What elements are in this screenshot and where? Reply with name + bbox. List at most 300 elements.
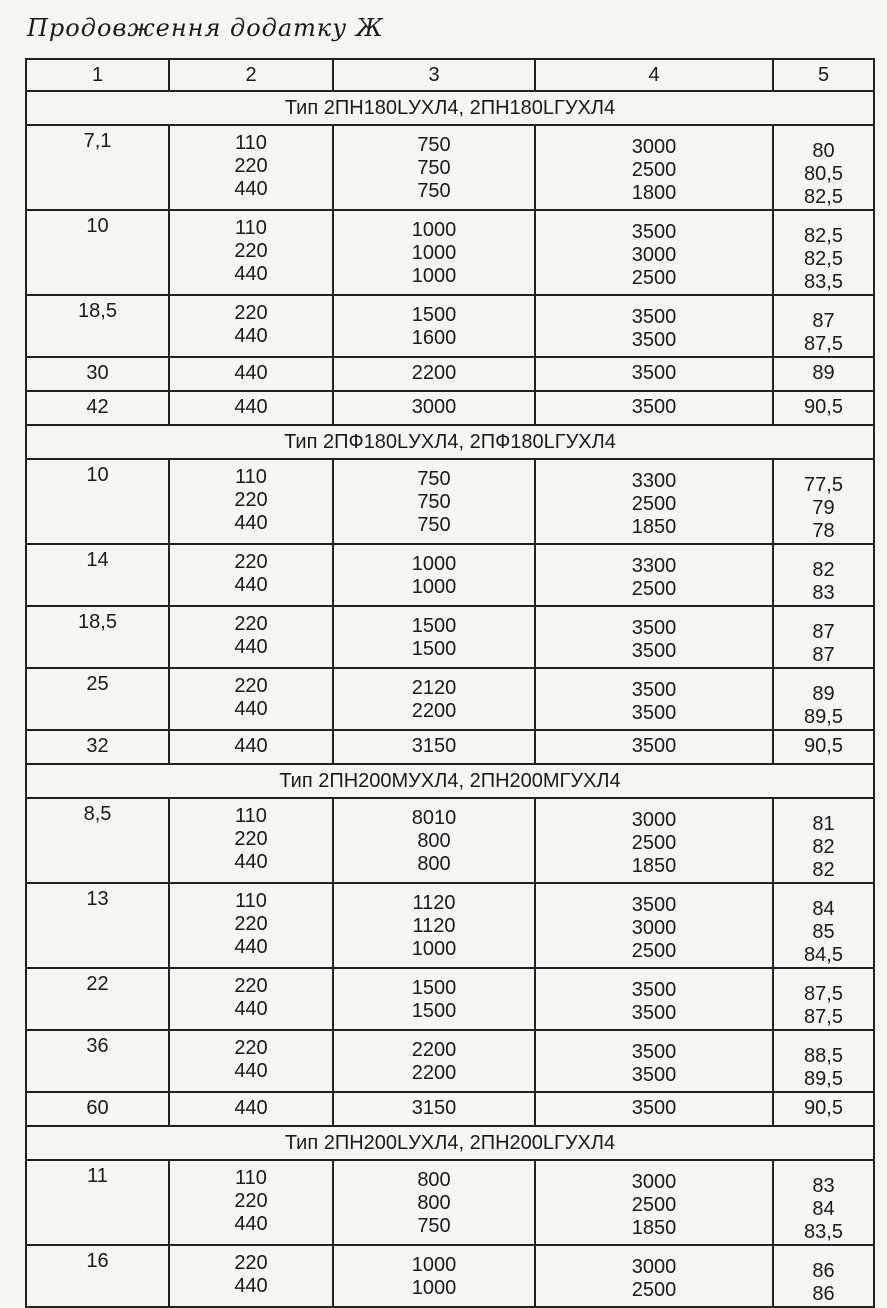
cell-value: 80,5 (804, 163, 843, 185)
table-cell-col-1 (26, 606, 169, 668)
cell-value: 87 (812, 644, 835, 666)
cell-values (774, 1093, 873, 1120)
table-cell-col-5 (773, 125, 874, 210)
table-row (26, 1245, 874, 1307)
cell-value: 1500 (411, 615, 457, 637)
cell-value: 220 (234, 489, 268, 511)
cell-value: 89 (812, 362, 835, 384)
cell-values (27, 1031, 168, 1058)
cell-values (170, 1246, 332, 1298)
cell-values (774, 1031, 873, 1091)
cell-values (170, 607, 332, 659)
cell-value: 220 (234, 240, 268, 262)
cell-value: 750 (417, 514, 451, 536)
cell-value: 2500 (631, 832, 677, 854)
table-cell-col-3 (333, 1030, 535, 1092)
table-cell-col-2 (169, 210, 333, 295)
cell-values (170, 1161, 332, 1236)
cell-value: 440 (234, 1060, 268, 1082)
cell-value: 110 (235, 890, 267, 912)
table-cell-col-3 (333, 798, 535, 883)
cell-value: 3150 (411, 1097, 457, 1119)
cell-value: 87 (812, 621, 835, 643)
cell-values (774, 460, 873, 543)
cell-value: 32 (86, 735, 109, 757)
cell-values (27, 296, 168, 323)
cell-values (334, 126, 534, 203)
cell-value: 42 (86, 396, 109, 418)
cell-values (334, 969, 534, 1023)
table-cell-col-4 (535, 1092, 773, 1126)
cell-values (170, 126, 332, 201)
cell-value: 13 (86, 888, 109, 910)
cell-value: 3000 (631, 809, 677, 831)
cell-value: 750 (417, 491, 451, 513)
table-cell-col-3 (333, 1160, 535, 1245)
cell-value: 87,5 (804, 333, 843, 355)
section-title: Тип 2ПН200LУХЛ4, 2ПН200LГУХЛ4 (26, 1126, 874, 1160)
table-cell-col-3 (333, 544, 535, 606)
cell-value: 77,5 (804, 474, 843, 496)
cell-values (27, 969, 168, 996)
cell-value: 2200 (411, 1039, 457, 1061)
cell-value: 220 (234, 551, 268, 573)
cell-value: 88,5 (804, 1045, 843, 1067)
cell-value: 80 (812, 140, 835, 162)
table-cell-col-3 (333, 730, 535, 764)
cell-value: 110 (235, 805, 267, 827)
cell-values (536, 545, 772, 601)
table-cell-col-1 (26, 357, 169, 391)
cell-values (334, 392, 534, 419)
cell-value: 89,5 (804, 1068, 843, 1090)
table-cell-col-2 (169, 544, 333, 606)
cell-value: 90,5 (804, 396, 843, 418)
cell-values (536, 884, 772, 963)
cell-value: 1120 (412, 915, 456, 937)
cell-value: 3500 (631, 894, 677, 916)
table-cell-col-3 (333, 668, 535, 730)
table-cell-col-1 (26, 1245, 169, 1307)
cell-value: 2500 (631, 1279, 677, 1301)
cell-value: 10 (86, 464, 109, 486)
cell-values (774, 392, 873, 419)
cell-value: 1850 (631, 855, 677, 877)
cell-values (27, 1246, 168, 1273)
table-cell-col-3 (333, 210, 535, 295)
cell-value: 90,5 (804, 1097, 843, 1119)
cell-value: 8,5 (83, 803, 112, 825)
section-title: Тип 2ПФ180LУХЛ4, 2ПФ180LГУХЛ4 (26, 425, 874, 459)
cell-value: 11 (87, 1165, 108, 1187)
table-cell-col-4 (535, 798, 773, 883)
table-cell-col-1 (26, 1160, 169, 1245)
cell-values (170, 296, 332, 348)
cell-value: 440 (234, 396, 268, 418)
cell-values (170, 211, 332, 286)
cell-value: 82 (812, 859, 835, 881)
table-cell-col-1 (26, 798, 169, 883)
cell-values (536, 969, 772, 1025)
cell-value: 84 (812, 1198, 835, 1220)
cell-value: 10 (86, 215, 109, 237)
cell-value: 750 (417, 468, 451, 490)
cell-value: 110 (235, 1167, 267, 1189)
table-cell-col-5 (773, 1160, 874, 1245)
cell-value: 1000 (411, 1254, 457, 1276)
table-cell-col-5 (773, 606, 874, 668)
cell-value: 3000 (631, 136, 677, 158)
page-heading: Продовження додатку Ж (27, 14, 384, 42)
table-cell-col-2 (169, 968, 333, 1030)
cell-values (170, 969, 332, 1021)
cell-values (170, 460, 332, 535)
table-cell-col-2 (169, 1160, 333, 1245)
cell-value: 440 (234, 636, 268, 658)
cell-value: 2200 (411, 362, 457, 384)
cell-value: 2200 (411, 1062, 457, 1084)
table-cell-col-5 (773, 883, 874, 968)
cell-values (170, 392, 332, 419)
cell-values (170, 799, 332, 874)
table-cell-col-5 (773, 357, 874, 391)
table-cell-col-4 (535, 968, 773, 1030)
cell-value: 3500 (631, 221, 677, 243)
table-cell-col-4 (535, 295, 773, 357)
table-cell-col-1 (26, 668, 169, 730)
cell-values (774, 607, 873, 667)
cell-values (536, 126, 772, 205)
cell-values (170, 545, 332, 597)
section-row (26, 1126, 874, 1160)
table-cell-col-4 (535, 210, 773, 295)
cell-value: 2500 (631, 159, 677, 181)
cell-values (170, 884, 332, 959)
cell-value: 18,5 (78, 611, 117, 633)
table-cell-col-1 (26, 730, 169, 764)
cell-values (170, 1031, 332, 1083)
table-row (26, 459, 874, 544)
section-title: Тип 2ПН180LУХЛ4, 2ПН180LГУХЛ4 (26, 91, 874, 125)
table-row (26, 798, 874, 883)
cell-values (334, 669, 534, 723)
col-header-5: 5 (773, 59, 874, 91)
cell-values (27, 460, 168, 487)
cell-value: 83,5 (804, 271, 843, 293)
table-cell-col-3 (333, 883, 535, 968)
cell-value: 220 (234, 1037, 268, 1059)
cell-values (334, 1161, 534, 1238)
cell-values (536, 607, 772, 663)
col-header-3: 3 (333, 59, 535, 91)
cell-value: 2120 (411, 677, 457, 699)
table-row (26, 391, 874, 425)
cell-value: 440 (234, 698, 268, 720)
table-cell-col-1 (26, 210, 169, 295)
cell-value: 78 (812, 520, 835, 542)
cell-value: 79 (812, 497, 835, 519)
cell-value: 440 (234, 325, 268, 347)
table-row (26, 730, 874, 764)
cell-values (170, 1093, 332, 1120)
table-cell-col-2 (169, 295, 333, 357)
table-row (26, 668, 874, 730)
table-cell-col-1 (26, 295, 169, 357)
table-row (26, 968, 874, 1030)
table-cell-col-4 (535, 606, 773, 668)
cell-value: 800 (417, 853, 451, 875)
cell-value: 8010 (411, 807, 457, 829)
table-cell-col-5 (773, 295, 874, 357)
table-row (26, 125, 874, 210)
cell-value: 7,1 (83, 130, 112, 152)
cell-value: 3500 (631, 617, 677, 639)
cell-values (27, 545, 168, 572)
cell-value: 3500 (631, 362, 677, 384)
cell-value: 2500 (631, 493, 677, 515)
table-row (26, 606, 874, 668)
cell-value: 440 (234, 362, 268, 384)
table-cell-col-5 (773, 391, 874, 425)
cell-value: 1000 (411, 576, 457, 598)
cell-value: 83,5 (804, 1221, 843, 1243)
cell-value: 30 (86, 362, 109, 384)
cell-value: 83 (812, 1175, 835, 1197)
table-cell-col-2 (169, 883, 333, 968)
cell-value: 3000 (631, 917, 677, 939)
table-body (26, 59, 874, 1307)
cell-values (774, 799, 873, 882)
cell-values (774, 1246, 873, 1306)
cell-values (536, 392, 772, 419)
table-cell-col-1 (26, 544, 169, 606)
cell-value: 3000 (631, 1256, 677, 1278)
cell-value: 1500 (411, 977, 457, 999)
table-cell-col-2 (169, 391, 333, 425)
section-row (26, 425, 874, 459)
cell-values (27, 607, 168, 634)
cell-value: 82 (812, 836, 835, 858)
cell-values (27, 1093, 168, 1120)
cell-value: 3000 (631, 244, 677, 266)
cell-value: 440 (234, 263, 268, 285)
cell-value: 82 (812, 559, 835, 581)
cell-values (536, 211, 772, 290)
table-cell-col-1 (26, 1092, 169, 1126)
cell-values (27, 211, 168, 238)
cell-value: 3500 (631, 735, 677, 757)
cell-value: 87,5 (804, 1006, 843, 1028)
table-cell-col-4 (535, 1030, 773, 1092)
cell-value: 18,5 (78, 300, 117, 322)
cell-value: 440 (234, 735, 268, 757)
cell-value: 2500 (631, 1194, 677, 1216)
cell-values (536, 799, 772, 878)
cell-values (334, 545, 534, 599)
cell-value: 1120 (412, 892, 456, 914)
cell-value: 3500 (631, 306, 677, 328)
cell-value: 110 (235, 217, 267, 239)
table-cell-col-2 (169, 798, 333, 883)
table-cell-col-2 (169, 459, 333, 544)
table-cell-col-5 (773, 544, 874, 606)
cell-value: 84,5 (804, 944, 843, 966)
table-cell-col-3 (333, 295, 535, 357)
table-cell-col-2 (169, 1245, 333, 1307)
table-cell-col-1 (26, 391, 169, 425)
cell-value: 220 (234, 913, 268, 935)
cell-value: 82,5 (804, 248, 843, 270)
cell-values (774, 731, 873, 758)
cell-value: 440 (234, 574, 268, 596)
cell-values (170, 669, 332, 721)
col-header-4: 4 (535, 59, 773, 91)
cell-value: 81 (812, 813, 835, 835)
cell-values (774, 545, 873, 605)
cell-value: 1000 (411, 242, 457, 264)
cell-value: 89 (812, 683, 835, 705)
cell-value: 1500 (411, 1000, 457, 1022)
table-row (26, 1160, 874, 1245)
cell-value: 440 (234, 1213, 268, 1235)
cell-values (774, 884, 873, 967)
cell-value: 440 (234, 936, 268, 958)
cell-value: 110 (235, 132, 267, 154)
cell-value: 3500 (631, 679, 677, 701)
motor-data-table (25, 58, 875, 1308)
cell-value: 1500 (411, 638, 457, 660)
cell-value: 82,5 (804, 225, 843, 247)
table-cell-col-2 (169, 125, 333, 210)
cell-value: 220 (234, 613, 268, 635)
table-cell-col-2 (169, 668, 333, 730)
table-row (26, 295, 874, 357)
cell-value: 14 (86, 549, 109, 571)
cell-value: 1850 (631, 516, 677, 538)
cell-value: 220 (234, 975, 268, 997)
table-cell-col-3 (333, 357, 535, 391)
table-cell-col-4 (535, 1160, 773, 1245)
cell-values (27, 799, 168, 826)
cell-value: 1500 (411, 304, 457, 326)
table-row (26, 210, 874, 295)
cell-value: 3500 (631, 1064, 677, 1086)
table-cell-col-5 (773, 798, 874, 883)
cell-value: 440 (234, 1275, 268, 1297)
cell-value: 440 (234, 178, 268, 200)
cell-values (334, 296, 534, 350)
cell-values (536, 358, 772, 385)
table-cell-col-4 (535, 544, 773, 606)
cell-value: 1000 (411, 938, 457, 960)
cell-values (774, 296, 873, 356)
cell-values (334, 607, 534, 661)
cell-value: 1800 (631, 182, 677, 204)
cell-values (536, 731, 772, 758)
table-cell-col-5 (773, 968, 874, 1030)
cell-value: 3300 (631, 555, 677, 577)
cell-value: 440 (234, 998, 268, 1020)
table-cell-col-5 (773, 459, 874, 544)
cell-values (334, 358, 534, 385)
cell-values (27, 1161, 168, 1188)
cell-value: 220 (234, 302, 268, 324)
cell-value: 220 (234, 1252, 268, 1274)
cell-value: 89,5 (804, 706, 843, 728)
table-cell-col-5 (773, 668, 874, 730)
cell-values (774, 126, 873, 209)
cell-values (27, 884, 168, 911)
cell-value: 220 (234, 675, 268, 697)
cell-value: 3500 (631, 979, 677, 1001)
table-cell-col-4 (535, 1245, 773, 1307)
cell-value: 220 (234, 155, 268, 177)
table-cell-col-5 (773, 730, 874, 764)
cell-value: 3500 (631, 1097, 677, 1119)
cell-value: 220 (234, 828, 268, 850)
cell-value: 60 (86, 1097, 109, 1119)
cell-value: 87 (812, 310, 835, 332)
cell-values (774, 669, 873, 729)
cell-value: 2500 (631, 578, 677, 600)
cell-value: 84 (812, 898, 835, 920)
cell-value: 87,5 (804, 983, 843, 1005)
section-row (26, 91, 874, 125)
cell-value: 1000 (411, 265, 457, 287)
cell-value: 3000 (411, 396, 457, 418)
cell-values (334, 1093, 534, 1120)
cell-value: 16 (86, 1250, 109, 1272)
cell-value: 440 (234, 1097, 268, 1119)
table-cell-col-4 (535, 357, 773, 391)
cell-value: 22 (86, 973, 109, 995)
cell-value: 2200 (411, 700, 457, 722)
table-row (26, 544, 874, 606)
table-cell-col-5 (773, 1030, 874, 1092)
cell-value: 110 (235, 466, 267, 488)
cell-value: 3500 (631, 640, 677, 662)
cell-values (170, 358, 332, 385)
table-cell-col-2 (169, 730, 333, 764)
cell-value: 3500 (631, 1002, 677, 1024)
table-row (26, 357, 874, 391)
table-cell-col-2 (169, 606, 333, 668)
cell-value: 1850 (631, 1217, 677, 1239)
col-header-1: 1 (26, 59, 169, 91)
cell-values (27, 392, 168, 419)
table-cell-col-3 (333, 606, 535, 668)
section-row (26, 764, 874, 798)
table-cell-col-5 (773, 1092, 874, 1126)
header-row (26, 59, 874, 91)
cell-value: 25 (86, 673, 109, 695)
table-cell-col-4 (535, 730, 773, 764)
cell-values (27, 358, 168, 385)
cell-value: 440 (234, 851, 268, 873)
cell-values (27, 126, 168, 153)
cell-values (774, 358, 873, 385)
table-cell-col-4 (535, 459, 773, 544)
cell-value: 1000 (411, 553, 457, 575)
table-cell-col-4 (535, 391, 773, 425)
cell-value: 1600 (411, 327, 457, 349)
cell-value: 3500 (631, 1041, 677, 1063)
cell-value: 3300 (631, 470, 677, 492)
cell-value: 750 (417, 134, 451, 156)
cell-value: 2500 (631, 267, 677, 289)
table-cell-col-3 (333, 459, 535, 544)
table-row (26, 883, 874, 968)
